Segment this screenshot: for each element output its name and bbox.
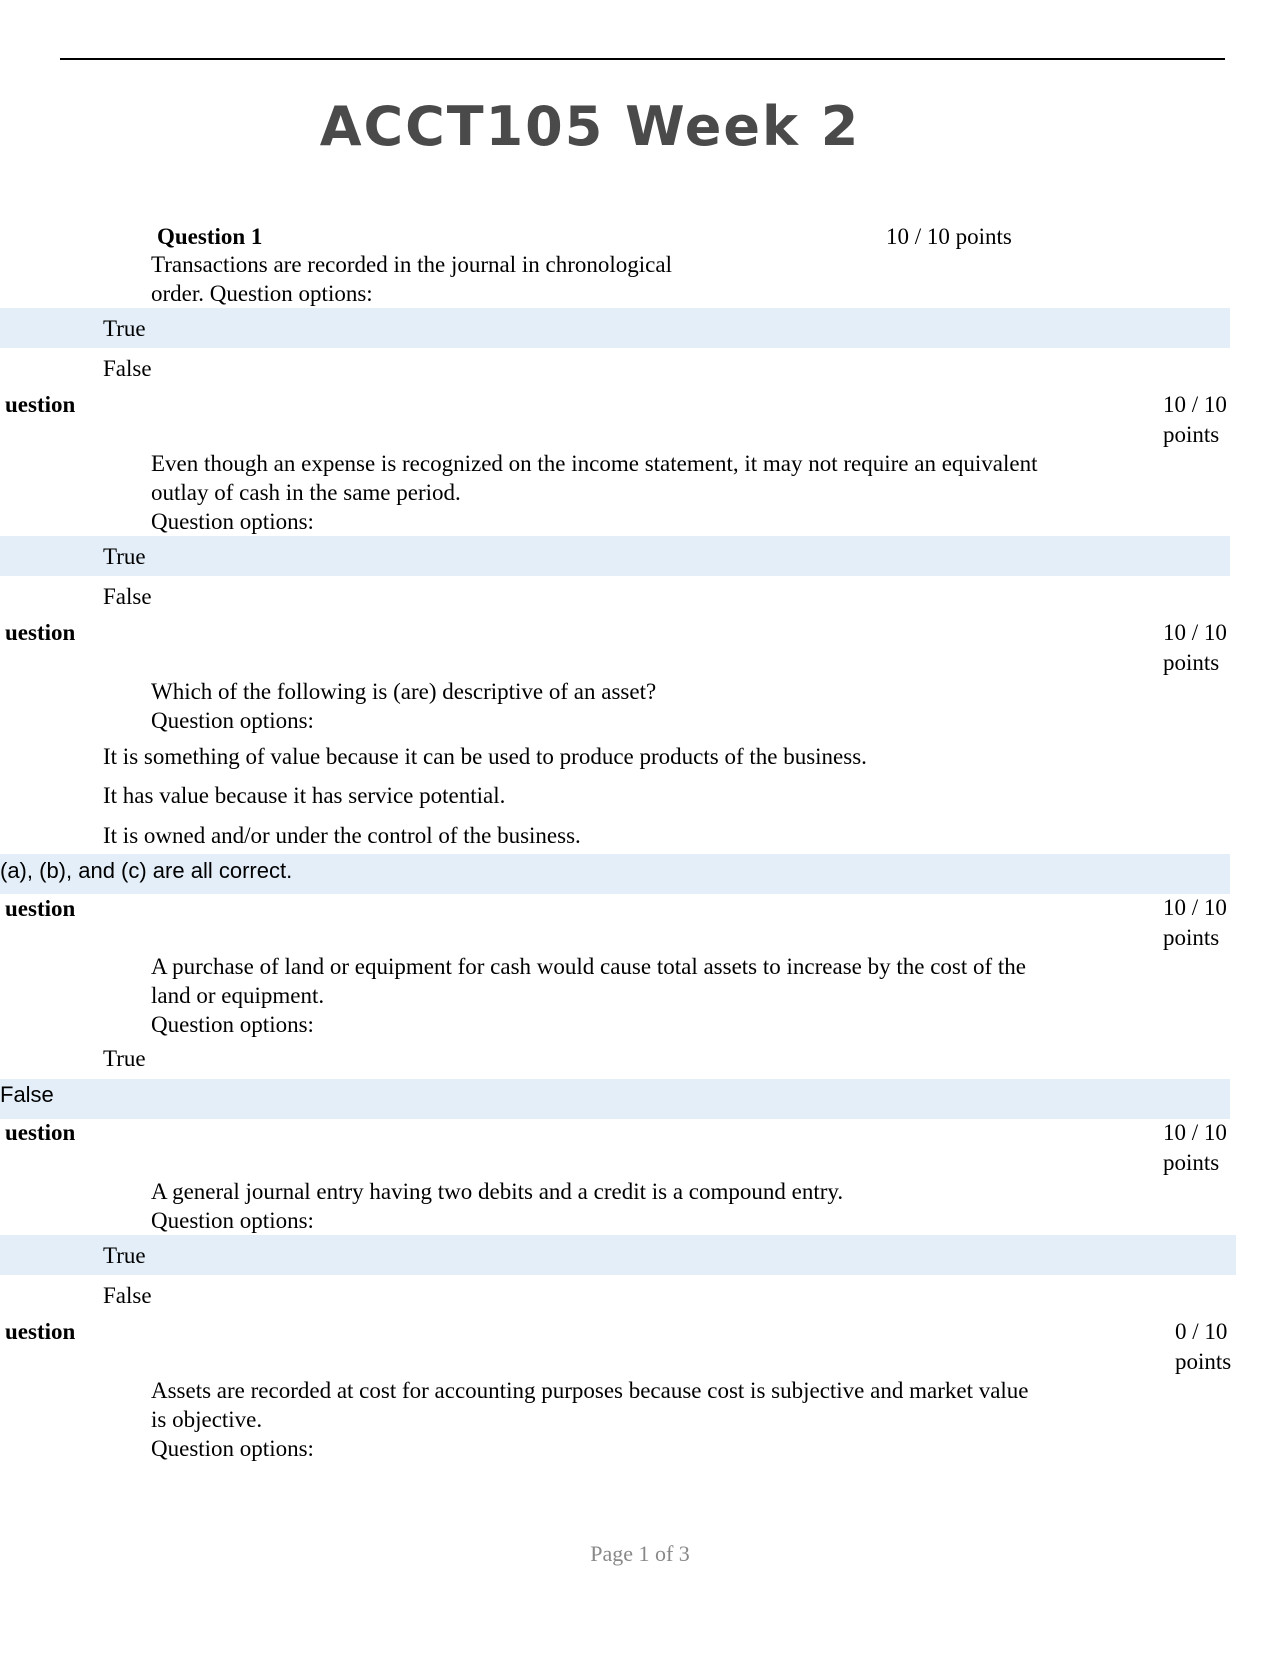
answer-option[interactable]: False [103, 1283, 152, 1308]
question-label: uestion [5, 896, 76, 921]
answer-option[interactable]: It has value because it has service potential. [103, 783, 506, 808]
answer-option[interactable]: False [0, 1082, 54, 1107]
question-text-line: Question options: [151, 708, 314, 733]
answer-option[interactable]: It is something of value because it can be used to produce products of the business. [103, 744, 867, 769]
answer-option[interactable]: It is owned and/or under the control of the business. [103, 823, 581, 848]
question-text-line: Even though an expense is recognized on the income statement, it may not require an equivalent [151, 451, 1038, 476]
answer-option[interactable]: (a), (b), and (c) are all correct. [0, 858, 293, 883]
page-number: Page 1 of 3 [590, 1541, 690, 1566]
question-label: uestion [5, 620, 76, 645]
question-points: 10 / 10 [1163, 392, 1227, 417]
answer-option[interactable]: True [103, 1046, 146, 1071]
question-text-line: land or equipment. [151, 983, 325, 1008]
question-text-line: order. Question options: [151, 281, 373, 306]
question-label: uestion [5, 1120, 76, 1145]
question-points-unit: points [1163, 422, 1220, 447]
question-text-line: Question options: [151, 1208, 314, 1233]
answer-option[interactable]: False [103, 584, 152, 609]
question-points: 0 / 10 [1175, 1319, 1228, 1344]
question-label: uestion [5, 392, 76, 417]
question-points-unit: points [1163, 1150, 1220, 1175]
question-text-line: A general journal entry having two debits and a credit is a compound entry. [151, 1179, 844, 1204]
question-points: 10 / 10 [1163, 620, 1227, 645]
question-points: 10 / 10 [1163, 895, 1227, 920]
option-highlight [0, 536, 1230, 576]
question-text-line: Transactions are recorded in the journal in chronological [151, 252, 672, 277]
question-text-line: Question options: [151, 1436, 314, 1461]
question-points: 10 / 10 points [886, 224, 1012, 249]
answer-option[interactable]: True [103, 1243, 146, 1268]
top-rule [60, 58, 1225, 60]
question-points: 10 / 10 [1163, 1120, 1227, 1145]
question-text-line: outlay of cash in the same period. [151, 480, 461, 505]
answer-option[interactable]: False [103, 356, 152, 381]
option-highlight [0, 308, 1230, 348]
question-text-line: Question options: [151, 1012, 314, 1037]
option-highlight [0, 1079, 1230, 1119]
question-text-line: Which of the following is (are) descriptive of an asset? [151, 679, 657, 704]
document-title: ACCT105 Week 2 [319, 95, 861, 158]
question-text-line: Assets are recorded at cost for accounting purposes because cost is subjective and market value [151, 1378, 1029, 1403]
answer-option[interactable]: True [103, 544, 146, 569]
question-text-line: A purchase of land or equipment for cash would cause total assets to increase by the cost of the [151, 954, 1027, 979]
option-highlight [0, 1235, 1236, 1275]
answer-option[interactable]: True [103, 316, 146, 341]
question-points-unit: points [1163, 650, 1220, 675]
question-points-unit: points [1163, 925, 1220, 950]
question-text-line: Question options: [151, 509, 314, 534]
question-points-unit: points [1175, 1349, 1232, 1374]
question-label: Question 1 [157, 224, 263, 249]
question-text-line: is objective. [151, 1407, 263, 1432]
question-label: uestion [5, 1319, 76, 1344]
